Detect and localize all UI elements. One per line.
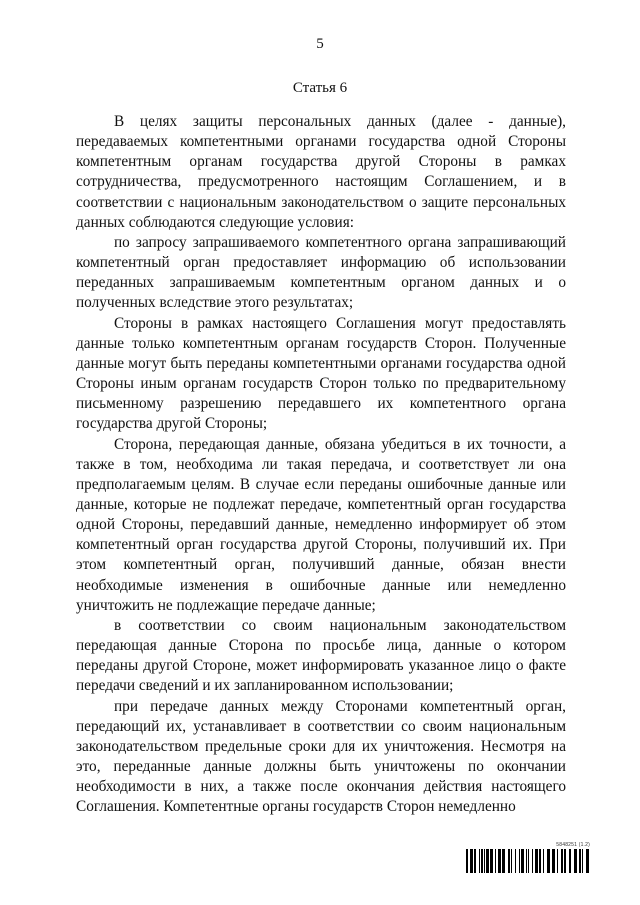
barcode-bar — [466, 849, 468, 873]
paragraph-condition: Стороны в рамках настоящего Соглашения могут предоставлять данные только компетентным органам государств Сторон. Полученные данные могут быть переданы компетентными органами государства одной Стороны иным органам государств Сторон только по предварительному письменному разрешению передавшего их компетентного органа государства другой Стороны; — [76, 314, 566, 433]
barcode-bar — [561, 849, 563, 873]
barcode-bar — [557, 849, 558, 873]
barcode-bar — [526, 849, 527, 873]
barcode-bar — [532, 849, 533, 873]
document-barcode — [466, 842, 590, 873]
barcode-bar — [486, 849, 489, 873]
barcode-bar — [495, 849, 496, 873]
barcode-bar — [470, 849, 473, 873]
barcode-bar — [547, 849, 550, 873]
paragraph-condition: в соответствии со своим национальным законодательством передающая данные Сторона по просьбе лица, данные о котором переданы другой Стороне, может информировать указанное лицо о факте передачи сведений и их запланированном использовании; — [76, 616, 566, 695]
article-body — [76, 112, 566, 817]
paragraph-intro: В целях защиты персональных данных (далее - данные), передаваемых компетентными органами государства одной Стороны компетентным органам государства другой Стороны в рамках сотрудничества, предусмотренного настоящим Соглашением, и в соответствии с национальным законодательством о защите персональных данных соблюдаются следующие условия: — [76, 113, 566, 231]
article-title: Статья 6 — [292, 80, 348, 96]
barcode-bar — [479, 849, 480, 873]
barcode-bar — [490, 849, 493, 873]
barcode-bar — [511, 849, 512, 873]
barcode-bar — [579, 849, 581, 873]
barcode-bar — [498, 849, 501, 873]
barcode-bar — [508, 849, 510, 873]
barcode-bar — [586, 849, 589, 873]
barcode-bar — [574, 849, 577, 873]
barcode-bar — [582, 849, 583, 873]
paragraph-condition: при передаче данных между Сторонами компетентный орган, передающий их, устанавливает в соответствии со своим национальным законодательством предельные сроки для их уничтожения. Несмотря на это, переданные данные должны быть уничтожены по окончании необходимости в них, а также после окончания действия настоящего Соглашения. Компетентные органы государств Сторон немедленно — [76, 697, 566, 816]
barcode-bar — [528, 849, 529, 873]
barcode-bar — [481, 849, 483, 873]
barcode-bar — [502, 849, 505, 873]
barcode-bar — [484, 849, 485, 873]
barcode-bar — [521, 849, 524, 873]
barcode-image — [466, 849, 590, 873]
paragraph-condition: по запросу запрашиваемого компетентного органа запрашивающий компетентный орган предоставляет информацию об использовании переданных запрашиваемым компетентным органом данных и о полученных вследствие этого результатах; — [76, 233, 566, 312]
barcode-bar — [515, 849, 516, 873]
barcode-bar — [535, 849, 538, 873]
barcode-bar — [564, 849, 566, 873]
barcode-bar — [569, 849, 571, 873]
barcode-bar — [552, 849, 555, 873]
paragraph-condition: Сторона, передающая данные, обязана убедиться в их точности, а также в том, необходима ли такая передача, и соответствует ли она предполагаемым целям. В случае если переданы ошибочные данные или данные, которые не подлежат передаче, компетентный орган государства одной Стороны, передавший данные, немедленно информирует об этом компетентный орган государства другой Стороны, получивший их. При этом компетентный орган, получивший данные, обязан внести необходимые изменения в ошибочные данные или немедленно уничтожить не подлежащие передаче данные; — [76, 435, 566, 614]
barcode-bar — [539, 849, 541, 873]
barcode-bar — [519, 849, 520, 873]
barcode-bar — [474, 849, 476, 873]
barcode-bar — [543, 849, 544, 873]
barcode-caption: 5848251 (1.2) — [556, 842, 590, 848]
page-number: 5 — [316, 36, 324, 52]
